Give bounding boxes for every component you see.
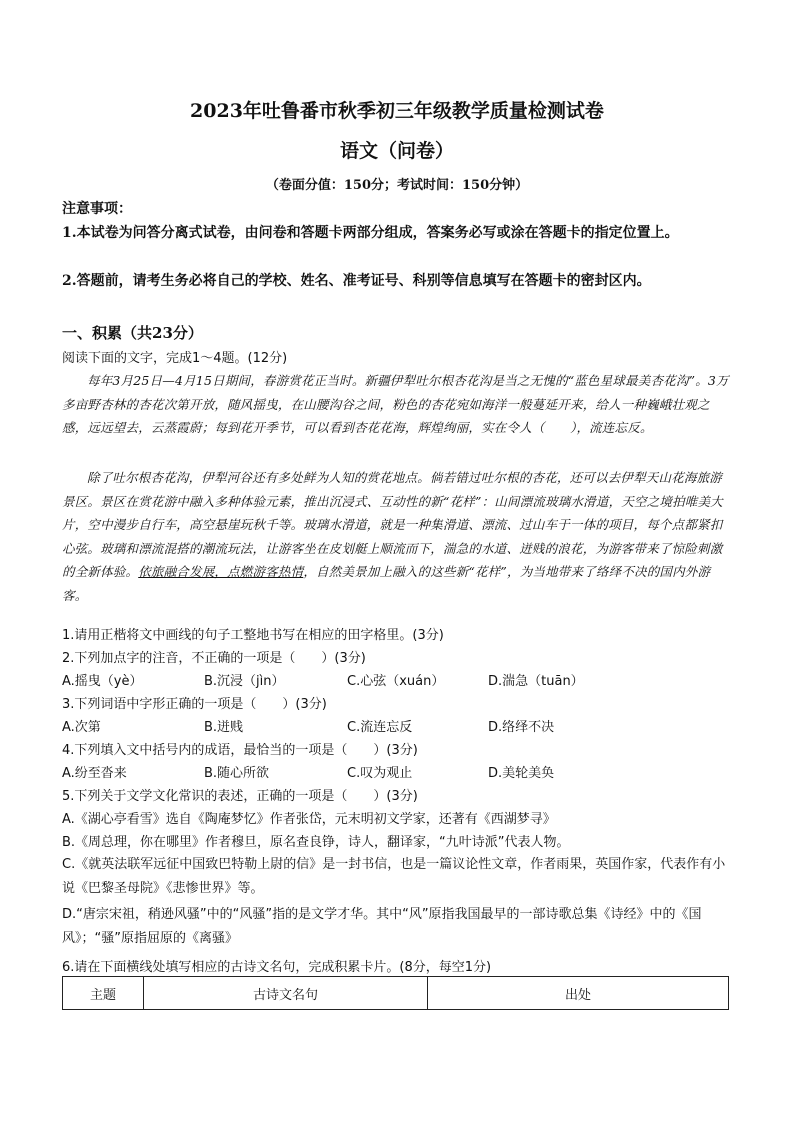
question-4: 4.下列填入文中括号内的成语，最恰当的一项是（ ）(3分) <box>62 743 418 758</box>
underlined-sentence: 依旅融合发展，点燃游客热情 <box>138 564 304 579</box>
option-d: D.络绎不决 <box>488 720 555 735</box>
question-2-options <box>62 670 732 692</box>
reading-instruction: 阅读下面的文字，完成1～4题。(12分) <box>62 351 288 366</box>
section-heading: 一、积累（共23分） <box>62 324 203 342</box>
notice-item-2: 2.答题前，请考生务必将自己的学校、姓名、准考证号、科别等信息填写在答题卡的密封区内。 <box>62 273 651 289</box>
option-c: C.流连忘反 <box>347 720 413 735</box>
question-5-option-c: C.《就英法联军远征中国致巴特勒上尉的信》是一封书信，也是一篇议论性文章，作者雨果，英国作家，代表作有小说《巴黎圣母院》《悲惨世界》等。 <box>62 857 726 896</box>
question-2: 2.下列加点字的注音，不正确的一项是（ ）(3分) <box>62 651 366 666</box>
question-1: 1.请用正楷将文中画线的句子工整地书写在相应的田字格里。(3分) <box>62 628 444 643</box>
option-a: A.摇曳（yè） <box>62 674 143 689</box>
option-b: B.沉浸（jìn） <box>204 674 285 689</box>
question-5-option-b: B.《周总理，你在哪里》作者穆旦，原名查良铮，诗人，翻译家，“九叶诗派”代表人物。 <box>62 835 570 850</box>
option-b: B.随心所欲 <box>204 766 270 781</box>
passage-paragraph-1: 每年3月25日—4月15日期间，春游赏花正当时。新疆伊犁吐尔根杏花沟是当之无愧的“蓝色星球最美杏花沟”。3万多亩野杏林的杏花次第开放，随风摇曳，在山腰沟谷之间，粉色的杏花宛如海洋一般蔓延开来，给人一种巍峨壮观之感，远远望去，云蒸霞蔚；每到花开季节，可以看到杏花花海，辉煌绚丽，实在令人（ ），流连忘反。 <box>62 373 729 435</box>
option-a: A.次第 <box>62 720 101 735</box>
question-3-options <box>62 716 732 738</box>
question-6: 6.请在下面横线处填写相应的古诗文名句，完成积累卡片。(8分，每空1分) <box>62 960 492 975</box>
option-a: A.纷至沓来 <box>62 766 127 781</box>
question-3: 3.下列词语中字形正确的一项是（ ）(3分) <box>62 697 327 712</box>
option-b: B.迸贱 <box>204 720 244 735</box>
notice-item-1: 1.本试卷为问答分离式试卷，由问卷和答题卡两部分组成，答案务必写或涂在答题卡的指定位置上。 <box>62 225 679 241</box>
option-c: C.叹为观止 <box>347 766 413 781</box>
option-d: D.湍急（tuān） <box>488 674 584 689</box>
accumulation-card-table <box>62 976 729 1010</box>
notice-heading: 注意事项： <box>62 201 132 217</box>
option-c: C.心弦（xuán） <box>347 674 445 689</box>
exam-subtitle: 语文（问卷） <box>339 140 454 162</box>
score-info: （卷面分值：150分；考试时间：150分钟） <box>265 178 529 193</box>
option-d: D.美轮美奂 <box>488 766 555 781</box>
passage-text: 除了吐尔根杏花沟，伊犁河谷还有多处鲜为人知的赏花地点。倘若错过吐尔根的杏花，还可以去伊犁天山花海旅游景区。景区在赏花游中融入多种体验元素，推出沉浸式、互动性的新“花样”：山间漂流玻璃水滑道，天空之境拍唯美大片，空中漫步自行车，高空悬崖玩秋千等。玻璃水滑道，就是一种集滑道、漂流、过山车于一体的项目，每个点都紧扣心弦。玻璃和漂流混搭的潮流玩法，让游客坐在皮划艇上顺流而下，湍急的水道、迸贱的浪花，为游客带来了惊险刺激的全新体验。 <box>62 470 723 579</box>
question-4-options <box>62 762 732 784</box>
exam-title: 2023年吐鲁番市秋季初三年级教学质量检测试卷 <box>190 100 604 122</box>
table-header-row <box>63 977 729 1010</box>
question-5: 5.下列关于文学文化常识的表述，正确的一项是（ ）(3分) <box>62 789 418 804</box>
passage-text: ，自然美景加上融入的这些新“花样”，为当地带来了络绎不决的国内外游客。 <box>62 564 711 603</box>
passage-paragraph-2 <box>62 466 732 607</box>
question-5-option-a: A.《湖心亭看雪》选自《陶庵梦忆》作者张岱，元末明初文学家，还著有《西湖梦寻》 <box>62 812 556 827</box>
table-header-quote: 古诗文名句 <box>144 977 428 1010</box>
table-header-source: 出处 <box>428 977 729 1010</box>
table-header-topic: 主题 <box>63 977 144 1010</box>
question-5-option-d: D.“唐宗宋祖，稍逊风骚”中的“风骚”指的是文学才华。其中“风”原指我国最早的一部诗歌总集《诗经》中的《国风》；“骚”原指屈原的《离骚》 <box>62 907 702 946</box>
